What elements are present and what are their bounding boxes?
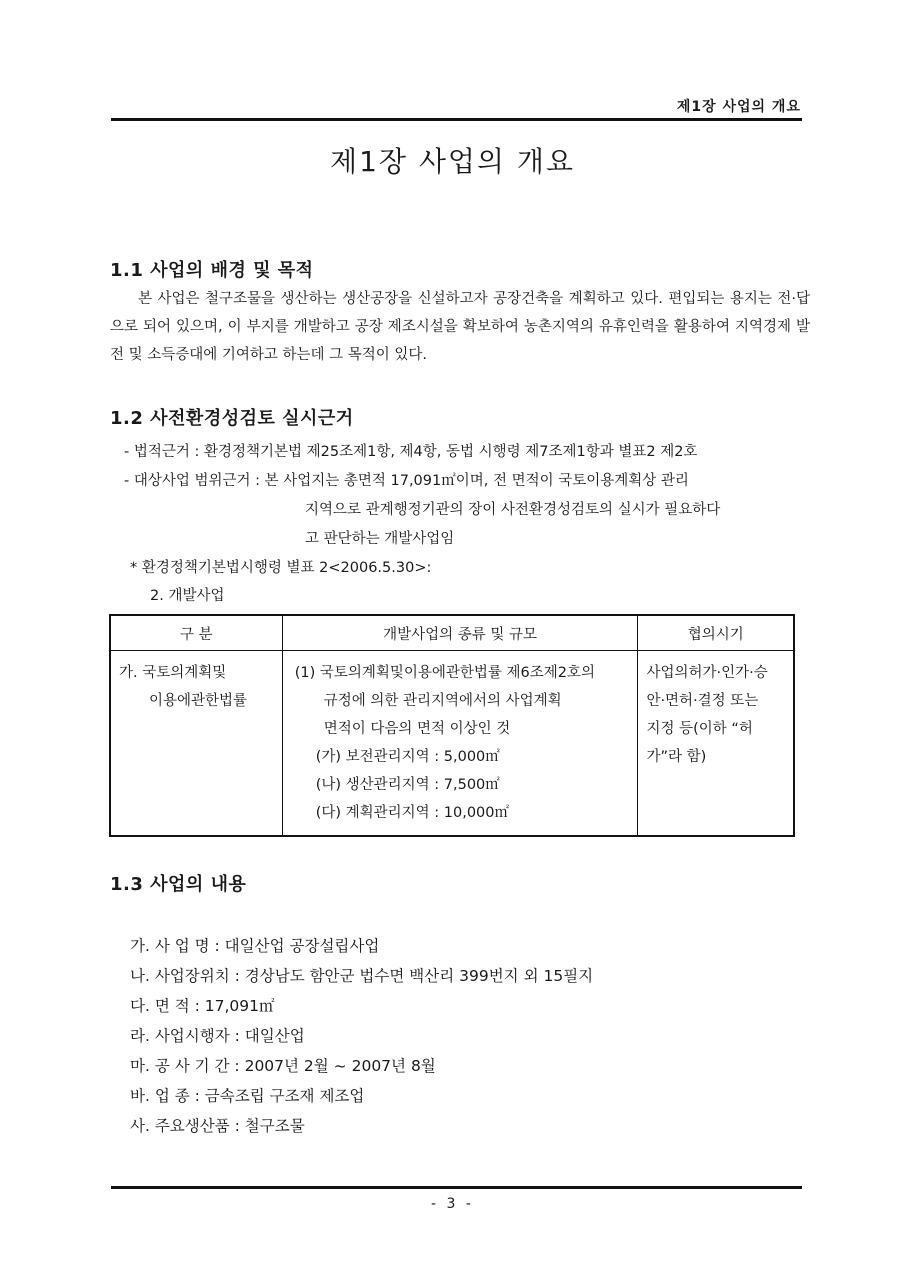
table-cell-category	[110, 651, 282, 837]
section-1-1-paragraph: 본 사업은 철구조물을 생산하는 생산공장을 신설하고자 공장건축을 계획하고 있다. 편입되는 용지는 전·답으로 되어 있으며, 이 부지를 개발하고 공장 제조시설을 확보하여 농촌지역의 유휴인력을 활용하여 지역경제 발전 및 소득증대에 기여하고 하는데 그 목적이 있다.	[110, 291, 810, 363]
scale-line-3: 면적이 다음의 면적 이상인 것	[323, 721, 511, 737]
header-rule	[111, 118, 802, 121]
scale-line-6: (다) 계획관리지역 : 10,000㎡	[315, 805, 509, 821]
section-heading-1-3: 1.3 사업의 내용	[110, 874, 247, 895]
table-row	[110, 651, 794, 837]
table-header-category: 구 분	[110, 615, 282, 651]
overview-item: 마. 공 사 기 간 : 2007년 2월 ~ 2007년 8월	[130, 1057, 436, 1075]
category-line-1: 가. 국토의계획및	[119, 665, 227, 681]
category-line-2: 이용에관한법률	[149, 693, 248, 709]
section-heading-1-2: 1.2 사전환경성검토 실시근거	[110, 408, 354, 429]
scale-line-2: 규정에 의한 관리지역에서의 사업계획	[323, 693, 562, 709]
section-heading-1-1: 1.1 사업의 배경 및 목적	[110, 260, 314, 281]
footer-rule	[111, 1186, 802, 1189]
timing-line-2: 안·면허·결정 또는	[646, 693, 759, 709]
overview-item: 라. 사업시행자 : 대일산업	[130, 1027, 305, 1045]
table-cell-type-scale	[282, 651, 638, 837]
scope-basis-line-3: 고 판단하는 개발사업임	[305, 531, 455, 547]
reference-note-sub: 2. 개발사업	[150, 588, 225, 604]
table-header-row	[110, 615, 794, 651]
overview-item: 나. 사업장위치 : 경상남도 함안군 법수면 백산리 399번지 외 15필지	[130, 967, 594, 985]
scope-basis-line-2: 지역으로 관계행정기관의 장이 사전환경성검토의 실시가 필요하다	[305, 502, 721, 518]
scale-line-5: (나) 생산관리지역 : 7,500㎡	[315, 777, 500, 793]
overview-item: 사. 주요생산품 : 철구조물	[130, 1117, 305, 1135]
table-cell-consultation-timing	[638, 651, 794, 837]
table-header-type-scale: 개발사업의 종류 및 규모	[282, 615, 638, 651]
overview-item: 가. 사 업 명 : 대일산업 공장설립사업	[130, 937, 380, 955]
reference-note: * 환경정책기본법시행령 별표 2<2006.5.30>:	[130, 560, 432, 576]
timing-line-4: 가”라 함)	[646, 749, 707, 765]
page-number: - 3 -	[431, 1196, 474, 1212]
scale-line-4: (가) 보전관리지역 : 5,000㎡	[315, 749, 500, 765]
timing-line-3: 지정 등(이하 “허	[646, 721, 753, 737]
overview-item: 다. 면 적 : 17,091㎡	[130, 997, 275, 1015]
scope-basis-line-1: - 대상사업 범위근거 : 본 사업지는 총면적 17,091㎡이며, 전 면적이 국토이용계획상 관리	[124, 473, 689, 489]
overview-item: 바. 업 종 : 금속조립 구조재 제조업	[130, 1087, 365, 1105]
running-header: 제1장 사업의 개요	[676, 99, 801, 115]
timing-line-1: 사업의허가·인가·승	[646, 665, 768, 681]
development-scope-table	[109, 614, 795, 837]
legal-basis-line: - 법적근거 : 환경정책기본법 제25조제1항, 제4항, 동법 시행령 제7조제1항과 별표2 제2호	[124, 444, 698, 460]
table-header-consultation-timing: 협의시기	[638, 615, 794, 651]
page-title: 제1장 사업의 개요	[330, 145, 575, 178]
scale-line-1: (1) 국토의계획및이용에관한법률 제6조제2호의	[294, 665, 596, 681]
